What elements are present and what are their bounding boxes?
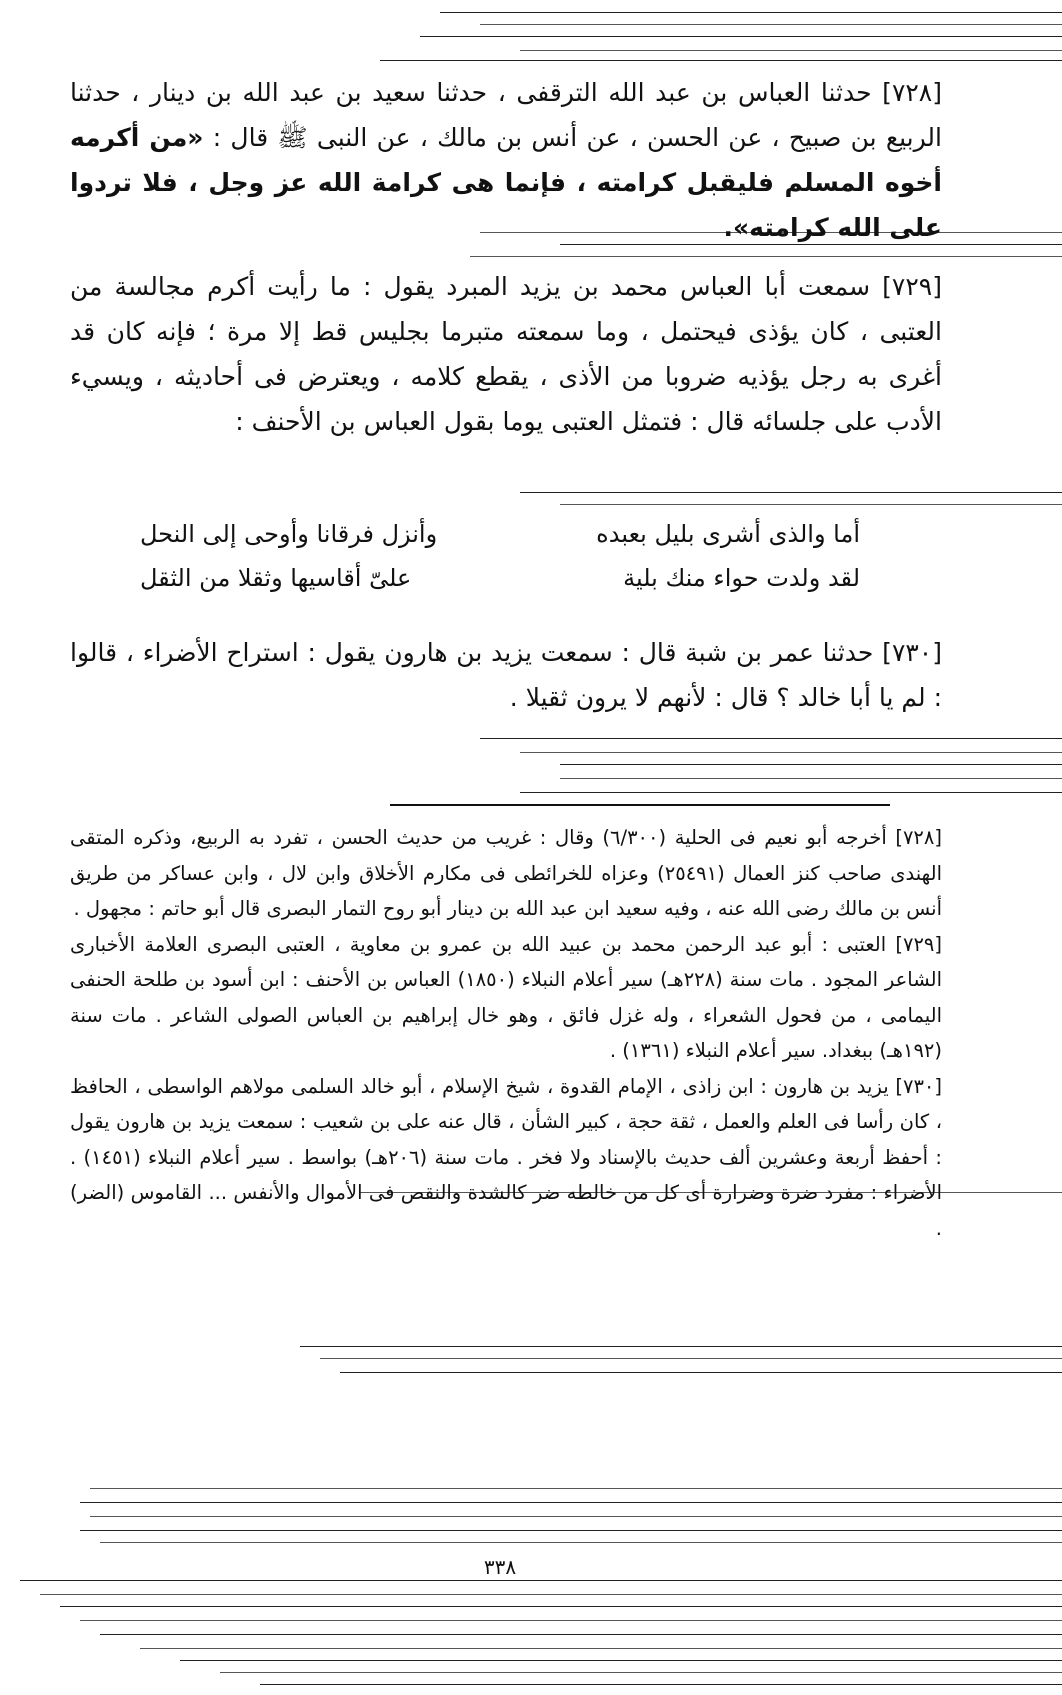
scan-line (560, 504, 1062, 505)
scan-line (560, 778, 1062, 779)
scan-line (420, 36, 1062, 37)
paragraph-730-block (70, 630, 942, 720)
scan-line (100, 1634, 1062, 1635)
footnote-730 (70, 1069, 942, 1247)
footnote-text: يزيد بن هارون : ابن زاذى ، الإمام القدوة ، شيخ الإسلام ، أبو خالد السلمى مولاهم الواسطى ، الحافظ ، كان رأسا فى العلم والعمل ، ثقة حجة ، كبير الشأن ، قال عنه على بن شعيب : سمعت يزيد بن هارون يقول : أحفظ أربعة وعشرين ألف حديث بالإسناد ولا فخر . مات سنة (٢٠٦هـ) بواسط . سير أعلام النبلاء (١٤٥١) . الأضراء : مفرد ضرة وضرارة أى كل من خالطه ضر كالشدة والنقص فى الأموال والأنفس ... القاموس (الضر) . (70, 1074, 942, 1240)
main-text (70, 70, 942, 444)
verse-first-half: أما والذى أشرى بليل بعبده (596, 520, 860, 548)
paragraph-728 (70, 70, 942, 250)
paragraph-text: حدثنا العباس بن عبد الله الترقفى ، حدثنا سعيد بن عبد الله بن دينار ، حدثنا الربيع بن صبيح ، عن الحسن ، عن أنس بن مالك ، عن النبى ﷺ قال : (70, 78, 942, 152)
verse-line (140, 556, 860, 600)
scan-line (560, 764, 1062, 765)
paragraph-number: [٧٣٠] (882, 638, 942, 667)
scan-line (300, 1346, 1062, 1347)
scan-line (440, 12, 1062, 13)
scan-line (40, 1594, 1062, 1595)
verse-second-half: وأنزل فرقانا وأوحى إلى النحل (140, 520, 438, 548)
scan-line (180, 1660, 1062, 1661)
scan-line (60, 1606, 1062, 1607)
footnote-text: أخرجه أبو نعيم فى الحلية (٦/٣٠٠) وقال : غريب من حديث الحسن ، تفرد به الربيع، وذكره المتقى الهندى صاحب كنز العمال (٢٥٤٩١) وعزاه للخرائطى فى مكارم الأخلاق وابن لال ، وابن عساكر من طريق أنس بن مالك رضى الله عنه ، وفيه سعيد ابن عبد الله بن دينار أبو روح التمار البصرى قال أبو حاتم : مجهول . (70, 826, 942, 920)
verse-second-half: علىّ أقاسيها وثقلا من الثقل (140, 564, 412, 592)
verse-line (140, 512, 860, 556)
paragraph-729 (70, 264, 942, 444)
scan-line (340, 1372, 1062, 1373)
footnote-729 (70, 927, 942, 1069)
paragraph-number: [٧٢٨] (882, 78, 942, 107)
scan-line (520, 492, 1062, 493)
scan-line (90, 1488, 1062, 1489)
paragraph-text: سمعت أبا العباس محمد بن يزيد المبرد يقول : ما رأيت أكرم مجالسة من العتبى ، كان يؤذى فيحتمل ، وما سمعته متبرما بجليس قط إلا مرة ؛ فإنه كان قد أغرى به رجل يؤذيه ضروبا من الأذى ، يقطع كلامه ، ويعترض فى أحاديثه ، ويسيء الأدب على جلسائه قال : فتمثل العتبى يوما بقول العباس بن الأحنف : (70, 272, 942, 436)
poem-verses (140, 512, 860, 600)
footnote-728 (70, 820, 942, 927)
scan-line (80, 1530, 1062, 1531)
scan-line (90, 1516, 1062, 1517)
footnote-number: [٧٢٩] (895, 932, 942, 956)
paragraph-730 (70, 630, 942, 720)
scan-line (520, 50, 1062, 51)
scan-line (260, 1684, 1062, 1685)
scan-line (140, 1648, 1062, 1649)
footnotes (70, 820, 942, 1246)
scan-line (320, 1358, 1062, 1359)
scan-line (520, 752, 1062, 753)
footnote-number: [٧٣٠] (895, 1074, 942, 1098)
footnote-text: العتبى : أبو عبد الرحمن محمد بن عبيد الله بن عمرو بن معاوية ، العتبى البصرى العلامة الأخبارى الشاعر المجود . مات سنة (٢٢٨هـ) سير أعلام النبلاء (١٨٥٠) العباس بن الأحنف : ابن أسود بن طلحة الحنفى اليمامى ، من فحول الشعراء ، وله غزل فائق ، وهو خال إبراهيم بن العباس الصولى الشاعر . مات سنة (١٩٢هـ) ببغداد. سير أعلام النبلاء (١٣٦١) . (70, 932, 942, 1062)
page-number: ٣٣٨ (483, 1555, 517, 1579)
scan-line (80, 1502, 1062, 1503)
scan-line (520, 792, 1062, 793)
scan-line (480, 24, 1062, 25)
scan-line (380, 60, 1062, 61)
footnote-number: [٧٢٨] (895, 826, 942, 849)
verse-first-half: لقد ولدت حواء منك بلية (623, 564, 860, 592)
scan-line (100, 1542, 1062, 1543)
scan-line (80, 1620, 1062, 1621)
paragraph-number: [٧٢٩] (882, 272, 942, 301)
paragraph-text: حدثنا عمر بن شبة قال : سمعت يزيد بن هارون يقول : استراح الأضراء ، قالوا : لم يا أبا خالد ؟ قال : لأنهم لا يرون ثقيلا . (70, 638, 942, 712)
scan-line (20, 1580, 1062, 1581)
hadith-text: «من أكرمه أخوه المسلم فليقبل كرامته ، فإنما هى كرامة الله عز وجل ، فلا تردوا على الله كرامته». (70, 123, 942, 242)
scan-line (220, 1672, 1062, 1673)
scan-line (480, 738, 1062, 739)
footnote-separator (390, 804, 890, 806)
